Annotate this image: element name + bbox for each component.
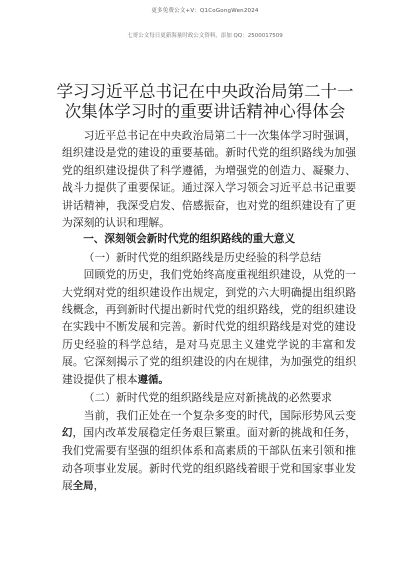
header-promo-note: 更多免费公文+V：Q1CoGongWen2024 bbox=[151, 8, 259, 14]
subsection-2-text-3: ， bbox=[93, 479, 105, 493]
header-contact-note: 七哥公文每日更新海量时政公文资料，添加 QQ：2500017509 bbox=[127, 33, 283, 39]
subsection-2-text-2: ，国内改革发展稳定任务艰巨繁重。面对新的挑战和任务，我们党需要有坚强的组织体系和高素质的干部队伍来引领和推动各项事业发展。新时代党的组织路线着眼于党和国家事业发展 bbox=[62, 425, 357, 493]
subsection-2-text-1: 当前，我们正处在一个复杂多变的时代，国际形势风云变 bbox=[83, 408, 356, 422]
section-heading-1: 一、深刻领会新时代党的组织路线的重大意义 bbox=[83, 233, 296, 246]
subsection-1-paragraph-tail: 遵循。 bbox=[137, 373, 169, 386]
subsection-2-bold-2: 全局 bbox=[72, 480, 94, 493]
document-title: 学习习近平总书记在中央政治局第二十一次集体学习时的重要讲话精神心得体会 bbox=[56, 82, 354, 121]
subsection-heading-2: （二）新时代党的组织路线是应对新挑战的必然要求 bbox=[83, 391, 332, 405]
subsection-2-bold-1: 幻 bbox=[62, 426, 73, 439]
subsection-2-paragraph bbox=[62, 407, 356, 496]
subsection-heading-1: （一）新时代党的组织路线是历史经验的科学总结 bbox=[83, 250, 322, 264]
intro-paragraph: 习近平总书记在中央政治局第二十一次集体学习时强调，组织建设是党的建设的重要基础。新时代党的组织路线为加强党的组织建设提供了科学遵循，为增强党的创造力、凝聚力、战斗力提供了重要保证。通过深入学习领会习近平总书记重要讲话精神，我深受启发、倍感振奋，也对党的组织建设有了更为深刻的认识和理解。 bbox=[62, 129, 356, 230]
document-body bbox=[62, 127, 356, 496]
subsection-1-paragraph-text: 回顾党的历史，我们党始终高度重视组织建设，从党的一大党纲对党的组织建设作出规定，到党的六大明确提出组织路线概念，再到新时代提出新时代党的组织路线，党的组织建设在实践中不断发展和完善。新时代党的组织路线是对党的建设历史经验的科学总结，是对马克思主义建党学说的丰富和发展。它深刻揭示了党的组织建设的内在规律，为加强党的组织建设提供了根本 bbox=[62, 268, 356, 386]
subsection-1-paragraph bbox=[62, 266, 356, 389]
